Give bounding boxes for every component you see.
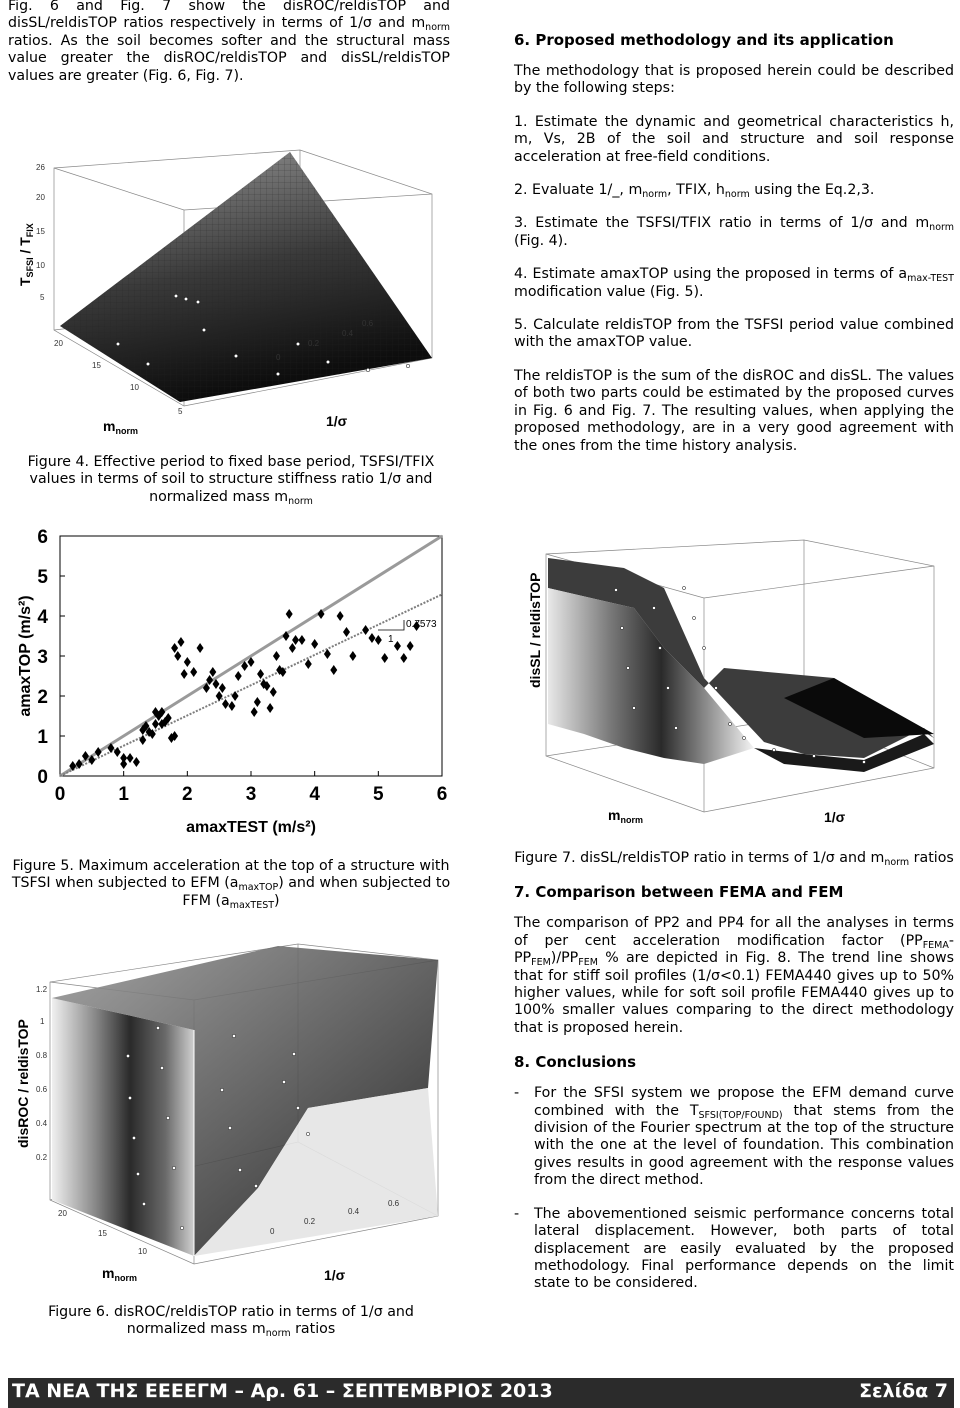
- figure-4-stick: 0: [276, 353, 281, 362]
- figure-7-xlabel-sigma: 1/σ: [824, 809, 846, 825]
- figure-5-data-point: [114, 747, 121, 757]
- step-5: 5. Calculate reldisTOP from the TSFSI period value combined with the amaxTOP value.: [514, 317, 954, 351]
- figure-4-mtick: 10: [130, 383, 139, 392]
- figure-4-caption: Figure 4. Effective period to fixed base period, TSFSI/TFIX values in terms of soil to structure stiffness ratio 1/σ and normalized mass $m_{norm}$: [27, 454, 435, 507]
- right-column-top: [514, 31, 954, 455]
- figure-6-stick: 0.2: [304, 1217, 316, 1226]
- figure-5-caption: Figure 5. Maximum acceleration at the top of a structure with TSFSI when subjected to EFM $(a_{maxTOP})$ and when subjected to FFM $(a_{maxTEST})$: [11, 858, 451, 911]
- figure-5-data-point: [337, 611, 344, 621]
- section-6-closing: The reldisTOP is the sum of the disROC and disSL. The values of both two parts could be estimated by the proposed curves in Fig. 6 and Fig. 7. The resulting values, when applying the proposed methodology, are in a very good agreement with the ones from the time history analysis.: [514, 367, 954, 454]
- step-3: 3. Estimate the TSFSI/TFIX ratio in terms of 1/σ and $m_{norm}$ (Fig. 4).: [514, 215, 954, 249]
- figure-5-data-point: [324, 649, 331, 659]
- figure-5-xtick-label: 0: [54, 784, 66, 805]
- figure-5-data-point: [95, 747, 102, 757]
- figure-5-data-point: [139, 735, 146, 745]
- figure-5-data-point: [267, 703, 274, 713]
- figure-5-data-point: [343, 627, 350, 637]
- figure-7-plot: [504, 528, 956, 846]
- figure-5-data-point: [190, 667, 197, 677]
- figure-4-ztick: 20: [36, 193, 45, 202]
- figure-7: [504, 528, 956, 846]
- figure-4-mtick: 15: [92, 361, 101, 370]
- intro-paragraph: Fig. 6 and Fig. 7 show the disROC/reldisTOP and disSL/reldisTOP ratios respectively in terms of 1/σ and $m_{norm}$ ratios. As the soil becomes softer and the structural mass value greater the disROC/reldisTOP and disSL/reldisTOP values are greater (Fig. 6, Fig. 7).: [8, 0, 450, 84]
- figure-5-data-point: [273, 651, 280, 661]
- figure-5-data-point: [177, 637, 184, 647]
- figure-5-data-point: [251, 707, 258, 717]
- figure-6-front-surface: [52, 998, 194, 1256]
- figure-5-data-point: [368, 633, 375, 643]
- figure-5-data-point: [120, 753, 127, 763]
- figure-5-xtick-label: 2: [182, 784, 193, 805]
- figure-5-data-point: [181, 669, 188, 679]
- figure-5: [8, 528, 454, 846]
- figure-4-mtick: 5: [178, 407, 183, 416]
- figure-6-stick: 0.6: [388, 1199, 400, 1208]
- figure-5-ylabel: amaxTOP (m/s²): [17, 595, 34, 717]
- figure-4-ztick: 10: [36, 261, 45, 270]
- figure-5-xtick-label: 5: [373, 784, 384, 805]
- conclusion-bullet-1: - For the SFSI system we propose the EFM demand curve combined with the $T_{SFSI(TOP/FOUND)}$ that stems from the division of the Fourier spectrum at the top of the structure with the one at the level of foundation. This combination gives results in good agreement with the response values from the direct method.: [514, 1085, 954, 1189]
- page-footer: [8, 1378, 954, 1408]
- figure-5-data-point: [375, 635, 382, 645]
- figure-6-ztick: 1: [40, 1017, 45, 1026]
- figure-5-xtick-label: 1: [118, 784, 129, 805]
- figure-5-data-point: [311, 639, 318, 649]
- figure-7-caption: Figure 7. disSL/reldisTOP ratio in terms of 1/σ and $m_{norm}$ ratios: [514, 850, 954, 868]
- section-7-text: The comparison of PP2 and PP4 for all the analyses in terms of per cent acceleration modification factor $(PP_{FEMA}-PP_{FEM})/PP_{FEM}$ % are depicted in Fig. 8. The trend line shows that for stiff soil profiles (1/σ<0.1) FEMA440 gives up to 50% higher values, while for soft soil profile FEMA440 gives up to 100% smaller values comparing to the direct methodology that is proposed herein.: [514, 915, 954, 1036]
- figure-5-data-point: [349, 651, 356, 661]
- footer-journal-title: ΤΑ ΝΕΑ ΤΗΣ ΕΕΕΕΓΜ – Αρ. 61 – ΣΕΠΤΕΜΒΡΙΟΣ 2013: [12, 1380, 553, 1402]
- figure-5-data-point: [400, 653, 407, 663]
- figure-5-data-point: [407, 641, 414, 651]
- step-2: 2. Evaluate 1/_, $m_{norm}$, TFIX, $h_{norm}$ using the Eq.2,3.: [514, 182, 875, 201]
- figure-4-ztick: 26: [36, 163, 45, 172]
- figure-5-slope-annotation: 0.7573: [406, 619, 437, 630]
- figure-5-ytick-label: 5: [37, 567, 48, 588]
- figure-4-plot: [8, 134, 454, 452]
- figure-5-data-point: [152, 719, 159, 729]
- figure-5-data-point: [298, 635, 305, 645]
- figure-5-data-point: [270, 687, 277, 697]
- figure-6-stick: 0.4: [348, 1207, 360, 1216]
- section-7-title: 7. Comparison between FEMA and FEM: [514, 883, 844, 902]
- figure-6-zlabel: disROC / reldisTOP: [15, 1019, 31, 1148]
- figure-5-xtick-label: 4: [309, 784, 320, 805]
- figure-5-data-point: [133, 757, 140, 767]
- figure-5-xlabel: amaxTEST (m/s²): [186, 819, 316, 836]
- figure-5-data-point: [235, 671, 242, 681]
- figure-5-data-point: [286, 609, 293, 619]
- figure-6-caption: Figure 6. disROC/reldisTOP ratio in terms of 1/σ and normalized mass $m_{norm}$ ratios: [48, 1304, 414, 1340]
- figure-5-data-point: [305, 659, 312, 669]
- figure-5-data-point: [362, 625, 369, 635]
- figure-5-data-point: [184, 657, 191, 667]
- step-4: 4. Estimate amaxTOP using the proposed in terms of $a_{max-TEST}$ modification value (Fig. 5).: [514, 266, 954, 300]
- section-6-intro: The methodology that is proposed herein could be described by the following steps:: [514, 63, 954, 97]
- figure-6-mtick: 20: [58, 1209, 67, 1218]
- step-1: 1. Estimate the dynamic and geometrical characteristics h, m, Vs, 2B of the soil and structure and soil response acceleration at free-field conditions.: [514, 113, 954, 165]
- figure-5-ytick-label: 4: [37, 607, 48, 628]
- figure-5-slope-triangle: [378, 620, 404, 630]
- footer-page-number: Σελίδα 7: [859, 1380, 948, 1402]
- figure-6-stick: 0: [270, 1227, 275, 1236]
- figure-4-ztick: 15: [36, 227, 45, 236]
- figure-7-xlabel-m: $m_{norm}$: [608, 807, 643, 825]
- figure-5-ytick-label: 6: [37, 528, 48, 548]
- figure-5-data-point: [197, 643, 204, 653]
- figure-4-xlabel-m: $m_{norm}$: [103, 418, 138, 436]
- figure-4-stick: 0.6: [362, 319, 374, 328]
- figure-6-ztick: 1.2: [36, 985, 48, 994]
- figure-5-data-point: [394, 641, 401, 651]
- figure-5-data-point: [254, 697, 261, 707]
- figure-5-ytick-label: 2: [37, 687, 48, 708]
- figure-5-data-point: [381, 653, 388, 663]
- figure-4-stick: 0.4: [342, 329, 354, 338]
- figure-6-ztick: 0.4: [36, 1119, 48, 1128]
- figure-7-zlabel: disSL / reldisTOP: [527, 572, 543, 688]
- figure-4-mtick: 20: [54, 339, 63, 348]
- section-6-title: 6. Proposed methodology and its application: [514, 31, 894, 49]
- figure-6-mtick: 10: [138, 1247, 147, 1256]
- figure-5-data-point: [292, 635, 299, 645]
- figure-5-ytick-label: 3: [37, 647, 48, 668]
- section-8-title: 8. Conclusions: [514, 1053, 637, 1072]
- figure-4-stick: 0.2: [308, 339, 320, 348]
- figure-5-data-point: [219, 683, 226, 693]
- figure-5-xtick-label: 3: [245, 784, 257, 805]
- figure-6-xlabel-m: $m_{norm}$: [102, 1265, 137, 1283]
- figure-6-plot: [8, 938, 454, 1292]
- figure-5-chart: [8, 528, 454, 846]
- figure-5-ytick-label: 0: [37, 767, 48, 788]
- figure-5-data-point: [289, 643, 296, 653]
- figure-4-xlabel-sigma: 1/σ: [326, 413, 348, 429]
- right-column-bottom: [514, 850, 954, 1293]
- figure-5-ytick-label: 1: [37, 727, 48, 748]
- figure-5-run-annotation: 1: [388, 634, 394, 645]
- figure-5-data-point: [209, 667, 216, 677]
- conclusion-bullet-2: - The abovementioned seismic performance concerns total lateral displacement. However, both parts of total displacement are easily evaluated by the proposed methodology. Final performance depends on the limit state to be considered.: [514, 1205, 954, 1292]
- figure-6: [8, 938, 454, 1292]
- figure-6-mtick: 15: [98, 1229, 107, 1238]
- figure-5-data-point: [127, 753, 134, 763]
- figure-6-ztick: 0.8: [36, 1051, 48, 1060]
- figure-4-zlabel: $T_{SFSI} / T_{FIX}$: [17, 223, 35, 286]
- figure-4-ztick: 5: [40, 293, 45, 302]
- figure-5-data-point: [171, 643, 178, 653]
- figure-6-xlabel-sigma: 1/σ: [324, 1267, 346, 1283]
- figure-6-ztick: 0.6: [36, 1085, 48, 1094]
- figure-5-xtick-label: 6: [436, 784, 448, 805]
- figure-5-data-point: [330, 665, 337, 675]
- figure-5-data-point: [228, 701, 235, 711]
- figure-4: [8, 134, 454, 452]
- figure-5-data-point: [222, 699, 229, 709]
- figure-5-data-point: [174, 651, 181, 661]
- figure-5-data-point: [257, 669, 264, 679]
- figure-6-ztick: 0.2: [36, 1153, 48, 1162]
